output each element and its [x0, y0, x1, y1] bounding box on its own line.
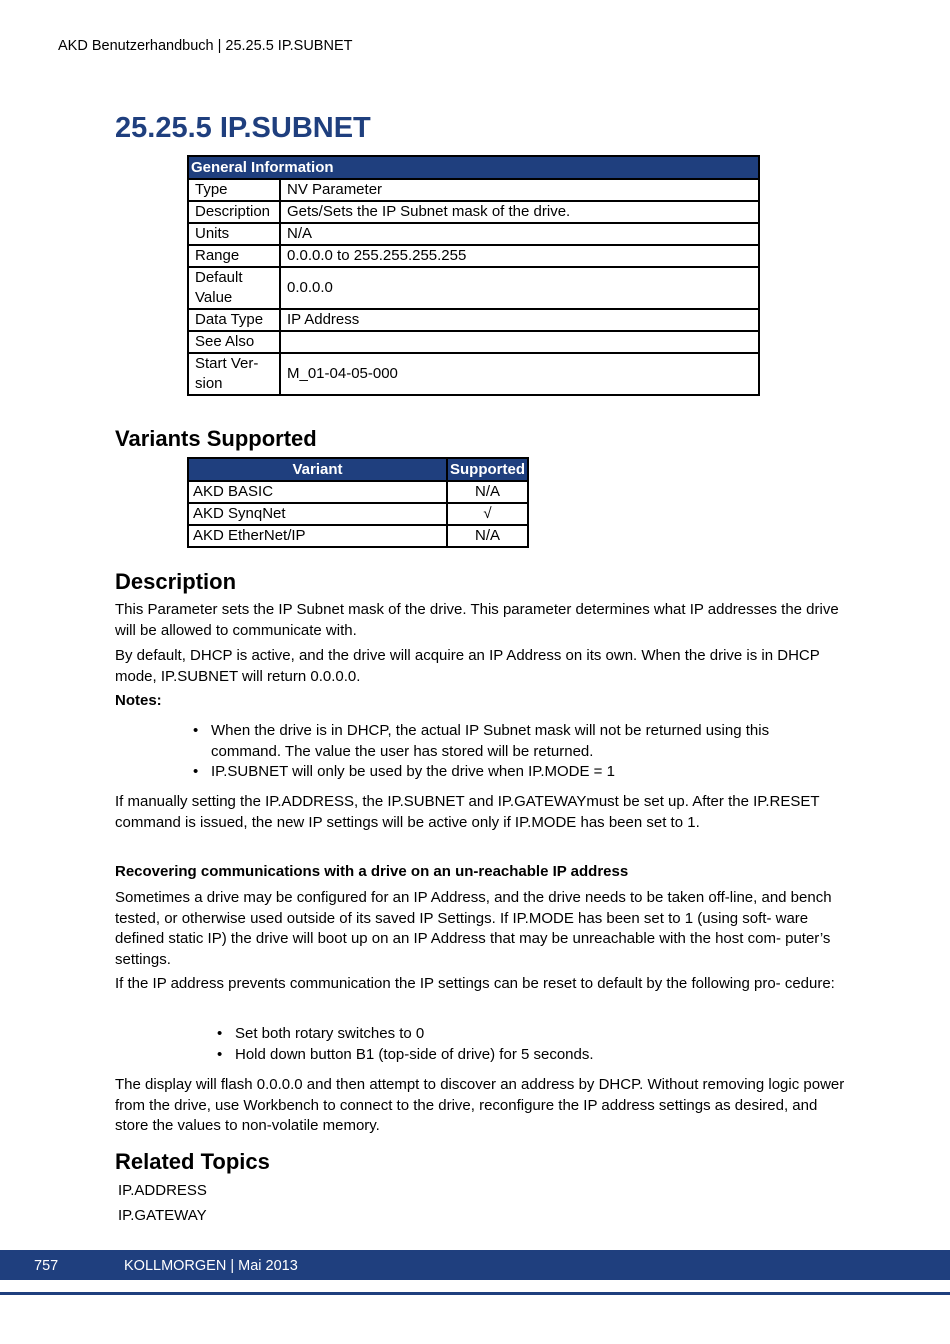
running-head: AKD Benutzerhandbuch | 25.25.5 IP.SUBNET: [58, 38, 353, 54]
page-title: 25.25.5 IP.SUBNET: [115, 112, 371, 144]
description-paragraph: Sometimes a drive may be configured for an IP Address, and the drive needs to be taken off-line, and bench tested, or otherwise used outside of its saved IP Settings. If IP.MODE has been set to 1 (using soft- ware defined static IP) the drive will boot up on an IP Address that may be unreachable with the host com- puter’s settings.: [115, 889, 832, 968]
list-item: • When the drive is in DHCP, the actual IP Subnet mask will not be returned using this command. The value the user has stored will be returned.: [211, 721, 831, 762]
table-row: [188, 179, 759, 201]
info-value: Gets/Sets the IP Subnet mask of the drive.: [280, 201, 759, 223]
info-key: See Also: [188, 331, 280, 353]
info-key: Range: [188, 245, 280, 267]
info-value: 0.0.0.0 to 255.255.255.255: [280, 245, 759, 267]
info-key: Description: [188, 201, 280, 223]
info-key: Data Type: [188, 309, 280, 331]
variant-supported: N/A: [447, 525, 528, 547]
general-info-table: [187, 155, 760, 396]
footer-brand: KOLLMORGEN | Mai 2013: [124, 1258, 298, 1274]
table-row: [188, 481, 528, 503]
info-value: 0.0.0.0: [280, 267, 759, 309]
variant-name: AKD EtherNet/IP: [188, 525, 447, 547]
list-item: • Set both rotary switches to 0: [235, 1024, 835, 1045]
variant-column-header: Variant: [188, 458, 447, 481]
table-row: [188, 223, 759, 245]
footer-divider: [0, 1292, 950, 1295]
variants-heading: Variants Supported: [115, 426, 317, 451]
info-value: IP Address: [280, 309, 759, 331]
variant-supported: N/A: [447, 481, 528, 503]
table-row: [188, 331, 759, 353]
info-value: [280, 331, 759, 353]
list-item: • Hold down button B1 (top-side of drive) for 5 seconds.: [235, 1045, 835, 1066]
info-key: Default Value: [188, 267, 280, 309]
general-info-heading: General Information: [188, 156, 759, 179]
table-row: [188, 353, 759, 395]
variants-table: [187, 457, 529, 548]
related-topics-heading: Related Topics: [115, 1149, 270, 1174]
table-row: [188, 201, 759, 223]
notes-label: Notes:: [115, 692, 162, 709]
info-value: NV Parameter: [280, 179, 759, 201]
info-key: Type: [188, 179, 280, 201]
footer-bar: [0, 1250, 950, 1280]
description-heading: Description: [115, 569, 237, 594]
supported-column-header: Supported: [447, 458, 528, 481]
variant-name: AKD BASIC: [188, 481, 447, 503]
table-row: [188, 267, 759, 309]
table-row: [188, 245, 759, 267]
description-paragraph: If the IP address prevents communication the IP settings can be reset to default by the following pro- cedure:: [115, 975, 835, 992]
table-row: [188, 503, 528, 525]
related-link-ip-address[interactable]: IP.ADDRESS: [118, 1182, 207, 1199]
notes-list: [211, 721, 831, 783]
variant-supported: √: [447, 503, 528, 525]
page-number: 757: [34, 1258, 59, 1274]
description-paragraph: This Parameter sets the IP Subnet mask of the drive. This parameter determines what IP addresses the drive will be allowed to communicate with.: [115, 601, 839, 639]
description-paragraph: The display will flash 0.0.0.0 and then attempt to discover an address by DHCP. Without removing logic power from the drive, use Workbench to connect to the drive, reconfigure the IP address settings as desired, and store the values to non-volatile memory.: [115, 1076, 845, 1134]
info-value: N/A: [280, 223, 759, 245]
recovering-heading: Recovering communications with a drive on an un-reachable IP address: [115, 863, 629, 880]
variant-name: AKD SynqNet: [188, 503, 447, 525]
steps-list: [235, 1024, 835, 1065]
table-row: [188, 525, 528, 547]
table-row: [188, 309, 759, 331]
info-key: Units: [188, 223, 280, 245]
related-link-ip-gateway[interactable]: IP.GATEWAY: [118, 1207, 207, 1224]
info-key: Start Ver- sion: [188, 353, 280, 395]
description-paragraph: By default, DHCP is active, and the drive will acquire an IP Address on its own. When the drive is in DHCP mode, IP.SUBNET will return 0.0.0.0.: [115, 647, 820, 685]
info-value: M_01-04-05-000: [280, 353, 759, 395]
list-item: • IP.SUBNET will only be used by the drive when IP.MODE = 1: [211, 762, 831, 783]
description-paragraph: If manually setting the IP.ADDRESS, the IP.SUBNET and IP.GATEWAYmust be set up. After the IP.RESET command is issued, the new IP settings will be active only if IP.MODE has been set to 1.: [115, 793, 820, 831]
